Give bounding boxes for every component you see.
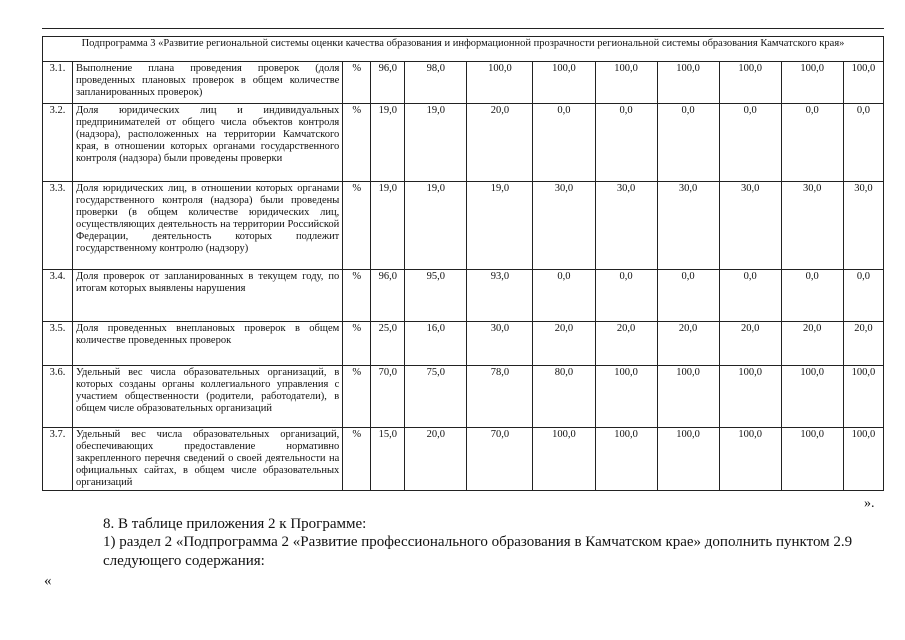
value-cell: 15,0	[371, 428, 405, 491]
value-cell: 30,0	[781, 182, 843, 270]
value-cell: 20,0	[405, 428, 467, 491]
opening-quote: «	[44, 573, 52, 589]
value-cell: 0,0	[657, 104, 719, 182]
value-cell: 20,0	[533, 322, 595, 366]
paragraph-item-1-line2: следующего содержания:	[103, 553, 265, 569]
value-cell: 20,0	[657, 322, 719, 366]
subprogram-header-row	[43, 37, 884, 62]
row-number: 3.1.	[43, 62, 73, 104]
indicator-name: Доля проверок от запланированных в текущем году, по итогам которых выявлены нарушения	[73, 270, 343, 322]
value-cell: 100,0	[595, 62, 657, 104]
value-cell: 0,0	[719, 104, 781, 182]
value-cell: 100,0	[843, 366, 883, 428]
value-cell: 19,0	[371, 104, 405, 182]
value-cell: 100,0	[781, 428, 843, 491]
row-number: 3.5.	[43, 322, 73, 366]
value-cell: 0,0	[843, 104, 883, 182]
value-cell: 100,0	[719, 428, 781, 491]
value-cell: 100,0	[781, 62, 843, 104]
value-cell: 96,0	[371, 270, 405, 322]
table-row	[43, 366, 884, 428]
value-cell: 100,0	[843, 62, 883, 104]
table-row	[43, 104, 884, 182]
value-cell: 19,0	[467, 182, 533, 270]
row-number: 3.2.	[43, 104, 73, 182]
table-row	[43, 322, 884, 366]
value-cell: 20,0	[843, 322, 883, 366]
value-cell: 0,0	[719, 270, 781, 322]
value-cell: 0,0	[781, 104, 843, 182]
unit-cell: %	[343, 182, 371, 270]
value-cell: 100,0	[657, 428, 719, 491]
value-cell: 100,0	[533, 62, 595, 104]
value-cell: 30,0	[595, 182, 657, 270]
value-cell: 100,0	[595, 366, 657, 428]
value-cell: 0,0	[533, 104, 595, 182]
value-cell: 0,0	[843, 270, 883, 322]
unit-cell: %	[343, 62, 371, 104]
indicators-table	[42, 36, 884, 491]
value-cell: 100,0	[719, 366, 781, 428]
value-cell: 30,0	[657, 182, 719, 270]
value-cell: 70,0	[371, 366, 405, 428]
value-cell: 0,0	[595, 270, 657, 322]
row-number: 3.7.	[43, 428, 73, 491]
table-row	[43, 270, 884, 322]
value-cell: 19,0	[405, 182, 467, 270]
value-cell: 100,0	[719, 62, 781, 104]
value-cell: 30,0	[533, 182, 595, 270]
indicator-name: Доля юридических лиц, в отношении которых органами государственного контроля (надзора) были проведены проверки (в общем количестве юридических лиц, осуществляющих деятельность на территории Российской Федерации, деятельность которых подлежит государственному контролю (надзору)	[73, 182, 343, 270]
value-cell: 0,0	[595, 104, 657, 182]
value-cell: 100,0	[595, 428, 657, 491]
value-cell: 98,0	[405, 62, 467, 104]
value-cell: 30,0	[843, 182, 883, 270]
value-cell: 93,0	[467, 270, 533, 322]
table-row	[43, 62, 884, 104]
table-top-border	[42, 28, 884, 29]
value-cell: 100,0	[657, 62, 719, 104]
value-cell: 30,0	[719, 182, 781, 270]
row-number: 3.4.	[43, 270, 73, 322]
paragraph-8: 8. В таблице приложения 2 к Программе:	[103, 516, 367, 532]
value-cell: 16,0	[405, 322, 467, 366]
value-cell: 0,0	[657, 270, 719, 322]
value-cell: 20,0	[719, 322, 781, 366]
value-cell: 70,0	[467, 428, 533, 491]
value-cell: 78,0	[467, 366, 533, 428]
value-cell: 20,0	[467, 104, 533, 182]
value-cell: 0,0	[533, 270, 595, 322]
indicator-name: Выполнение плана проведения проверок (доля проведенных плановых проверок в общем количестве запланированных проверок)	[73, 62, 343, 104]
value-cell: 30,0	[467, 322, 533, 366]
subprogram-header: Подпрограмма 3 «Развитие региональной системы оценки качества образования и информационной прозрачности региональной системы образования Камчатского края»	[43, 37, 884, 62]
value-cell: 100,0	[657, 366, 719, 428]
value-cell: 19,0	[405, 104, 467, 182]
value-cell: 100,0	[781, 366, 843, 428]
value-cell: 80,0	[533, 366, 595, 428]
unit-cell: %	[343, 366, 371, 428]
unit-cell: %	[343, 270, 371, 322]
table-row	[43, 182, 884, 270]
value-cell: 20,0	[781, 322, 843, 366]
indicator-name: Удельный вес числа образовательных организаций, обеспечивающих предоставление нормативно закрепленного перечня сведений о своей деятельности на официальных сайтах, в общем числе образовательных организаций	[73, 428, 343, 491]
value-cell: 19,0	[371, 182, 405, 270]
closing-quote: ».	[864, 496, 875, 511]
indicator-name: Удельный вес числа образовательных организаций, в которых созданы органы коллегиального управления с участием общественности (родители, работодатели), в общем числе образовательных организаций	[73, 366, 343, 428]
value-cell: 100,0	[533, 428, 595, 491]
row-number: 3.6.	[43, 366, 73, 428]
unit-cell: %	[343, 104, 371, 182]
indicator-name: Доля проведенных внеплановых проверок в общем количестве проведенных проверок	[73, 322, 343, 366]
value-cell: 75,0	[405, 366, 467, 428]
value-cell: 0,0	[781, 270, 843, 322]
value-cell: 25,0	[371, 322, 405, 366]
value-cell: 95,0	[405, 270, 467, 322]
unit-cell: %	[343, 322, 371, 366]
table-row	[43, 428, 884, 491]
value-cell: 96,0	[371, 62, 405, 104]
paragraph-item-1-line1: 1) раздел 2 «Подпрограмма 2 «Развитие профессионального образования в Камчатском крае» дополнить пунктом 2.9	[103, 534, 853, 550]
value-cell: 100,0	[467, 62, 533, 104]
indicator-name: Доля юридических лиц и индивидуальных предпринимателей от общего числа объектов контроля (надзора), расположенных на территории Камчатского края, в отношении которых органами государственного контроля (надзора) были проведены проверки	[73, 104, 343, 182]
unit-cell: %	[343, 428, 371, 491]
row-number: 3.3.	[43, 182, 73, 270]
value-cell: 100,0	[843, 428, 883, 491]
value-cell: 20,0	[595, 322, 657, 366]
